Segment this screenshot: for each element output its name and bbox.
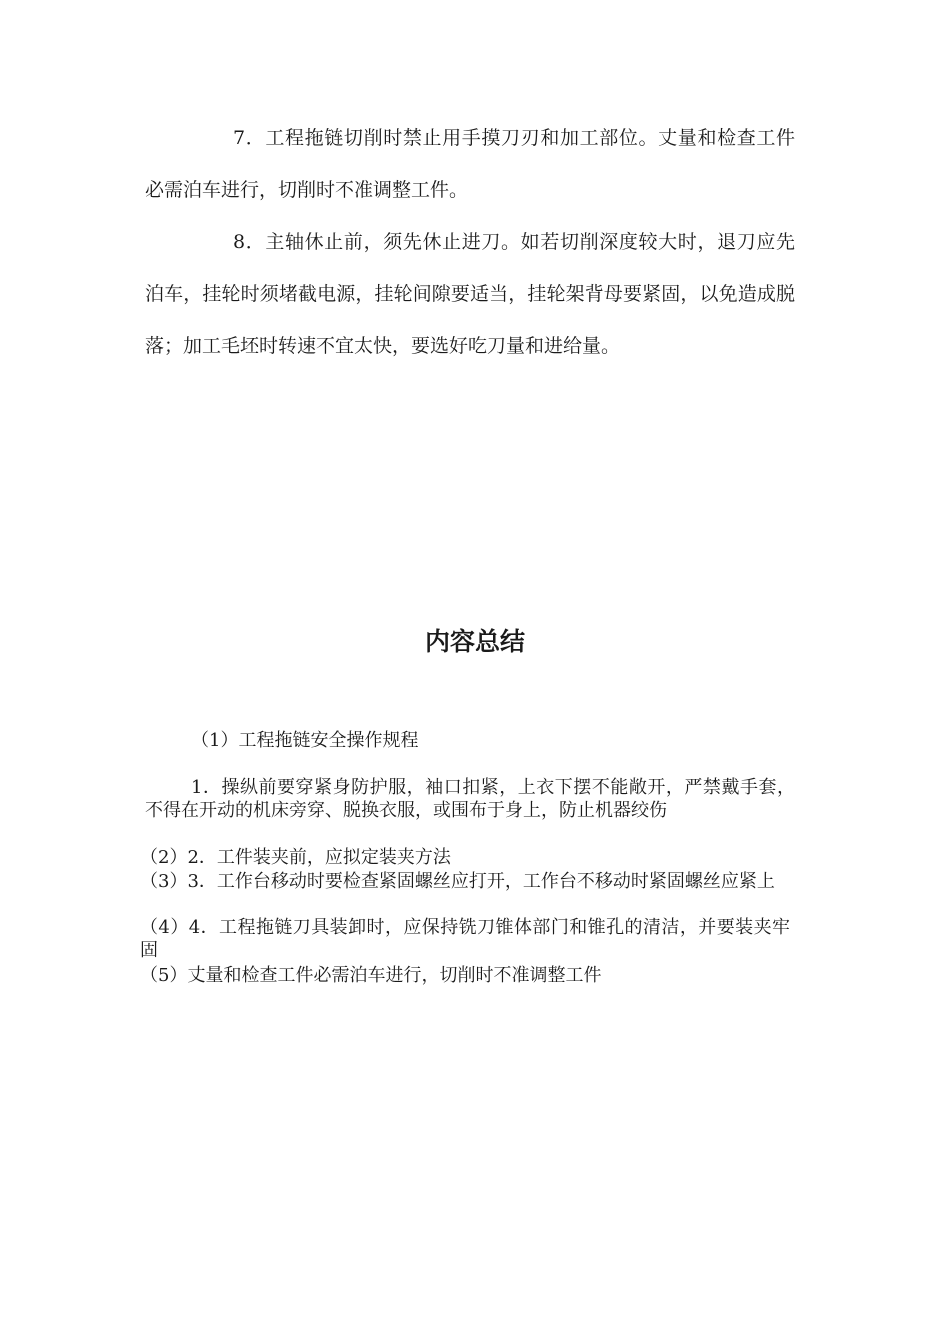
paragraph-7: 7．工程拖链切削时禁止用手摸刀刃和加工部位。丈量和检查工件必需泊车进行，切削时不准调整工件。 xyxy=(145,127,795,201)
summary-item-4: （4）4．工程拖链刀具装卸时，应保持铣刀锥体部门和锥孔的清洁，并要装夹牢固 xyxy=(140,917,790,961)
summary-title: 内容总结 xyxy=(424,627,525,656)
summary-heading: （1）工程拖链安全操作规程 xyxy=(191,730,419,751)
paragraph-8: 8．主轴休止前，须先休止进刀。如若切削深度较大时，退刀应先泊车，挂轮时须堵截电源，挂轮间隙要适当，挂轮架背母要紧固，以免造成脱落；加工毛坯时转速不宜太快，要选好吃刀量和进给量。 xyxy=(145,231,795,357)
summary-item-5: （5）丈量和检查工件必需泊车进行，切削时不准调整工件 xyxy=(140,965,602,986)
summary-item-3: （3）3．工作台移动时要检查紧固螺丝应打开，工作台不移动时紧固螺丝应紧上 xyxy=(140,871,775,892)
summary-item-2: （2）2．工件装夹前，应拟定装夹方法 xyxy=(140,847,451,868)
summary-item-1: 1．操纵前要穿紧身防护服，袖口扣紧，上衣下摆不能敞开，严禁戴手套，不得在开动的机床旁穿、脱换衣服，或围布于身上，防止机器绞伤 xyxy=(145,777,795,821)
